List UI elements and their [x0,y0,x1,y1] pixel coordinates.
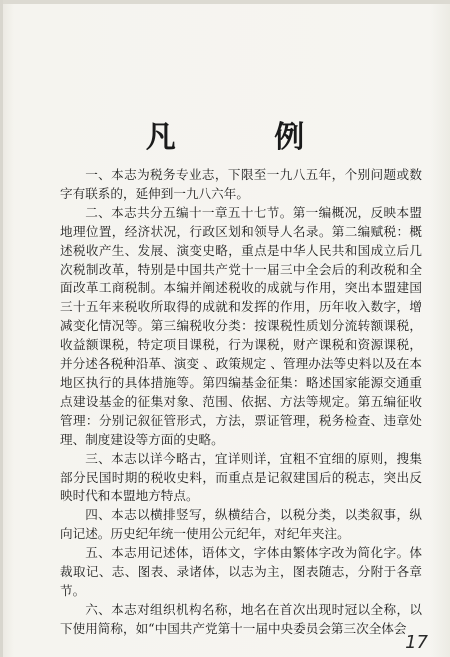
paragraph-4: 四、本志以横排竖写，纵横结合，以税分类，以类叙事，纵向记述。历史纪年统一使用公元纪年，对纪年夹注。 [60,507,422,542]
scan-edge-left [0,0,3,657]
paragraph-5: 五、本志用记述体，语体文，字体由繁体字改为简化字。体裁取记、志、图表、录诸体，以志为主，图表随志，分附于各章节。 [60,545,422,598]
page-number: 17 [405,632,428,653]
page-title: 凡 例 [145,120,349,155]
paragraph-6: 六、本志对组织机构名称，地名在首次出现时冠以全称，以下使用简称，如“中国共产党第十一届中央委员会第三次全体会 [60,601,422,636]
paragraph-3: 三、本志以详今略古，宜详则详，宜粗不宜细的原则，搜集部分民国时期的税收史料，而重点是记叙建国后的税志，突出反映时代和本盟地方特点。 [60,450,422,504]
paragraph-1: 一、本志为税务专业志，下限至一九八五年，个别问题或数字有联系的，延伸到一九八六年。 [60,167,422,201]
scan-edge-top [0,0,450,4]
paragraph-2: 二、本志共分五编十一章五十七节。第一编概况，反映本盟地理位置，经济状况，行政区划和领导人名录。第二编赋税：概述税收产生、发展、演变史略，重点是中华人民共和国成立后几次税制改革，特别是中国共产党十一届三中全会后的利改税和全面改革工商税制。本编并阐述税收的成就与作用，突出本盟建国三十五年来税收所取得的成就和发挥的作用，历年收入数字，增减变化情况等。第三编税收分类：按课税性质划分流转额课税，收益额课税，特定项目课税，行为课税，财产课税和资源课税，并分述各税种沿革、演变 、政策规定 、管理办法等史料以及在本地区执行的具体措施等。第四编基金征集：略述国家能源交通重点建设基金的征集对象、范围、依据、方法等规定。第五编征收管理：分别记叙征管形式，方法，票证管理，税务检查、违章处理、制度建设等方面的史略。 [60,204,422,447]
body-text [60,166,422,639]
